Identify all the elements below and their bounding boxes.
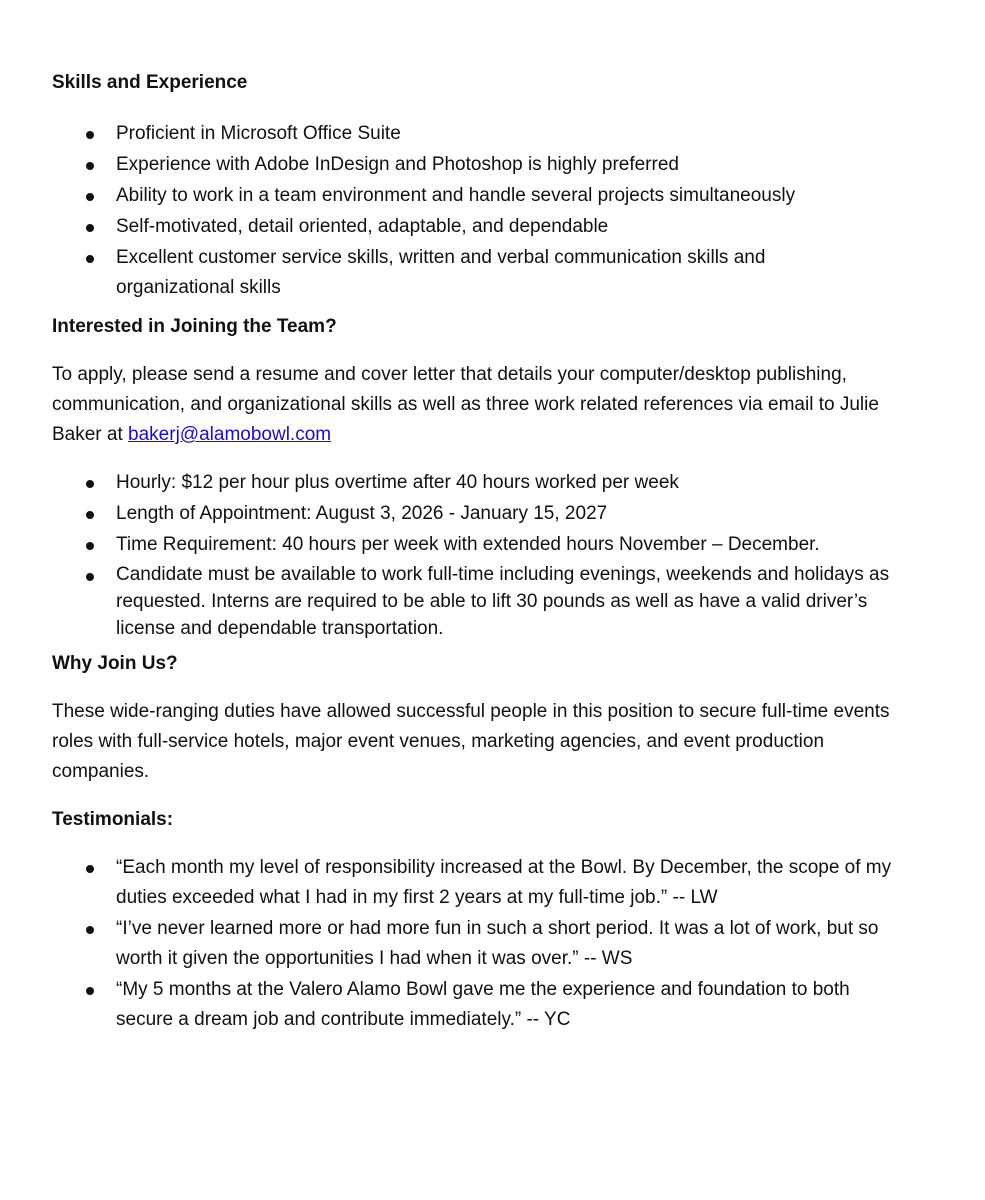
list-item: “My 5 months at the Valero Alamo Bowl gave me the experience and foundation to both secure a dream job and contribute immediately.” -- YC [52, 975, 932, 1035]
bullet-icon [86, 987, 94, 995]
apply-paragraph-text: To apply, please send a resume and cover letter that details your computer/desktop publishing, communication, and organizational skills as well as three work related references via email to Julie Baker at [52, 364, 879, 445]
list-item: Excellent customer service skills, written and verbal communication skills and organizational skills [52, 243, 932, 303]
list-item: “I’ve never learned more or had more fun in such a short period. It was a lot of work, but so worth it given the opportunities I had when it was over.” -- WS [52, 914, 932, 974]
list-item: Time Requirement: 40 hours per week with extended hours November – December. [52, 530, 932, 560]
apply-heading: Interested in Joining the Team? [52, 316, 337, 337]
bullet-icon [86, 480, 94, 488]
bullet-icon [86, 926, 94, 934]
bullet-icon [86, 865, 94, 873]
bullet-icon [86, 224, 94, 232]
list-item: Ability to work in a team environment and handle several projects simultaneously [52, 181, 932, 211]
list-item: Candidate must be available to work full-time including evenings, weekends and holidays as requested. Interns are required to be able to lift 30 pounds as well as have a valid driver’s license and dependable transportation. [52, 561, 932, 642]
list-item: Length of Appointment: August 3, 2026 - January 15, 2027 [52, 499, 932, 529]
testimonials-list [52, 853, 932, 1035]
apply-paragraph [52, 360, 932, 450]
skills-heading: Skills and Experience [52, 72, 248, 93]
apply-details-list [52, 468, 932, 642]
testimonials-heading: Testimonials: [52, 809, 174, 830]
list-item: Self-motivated, detail oriented, adaptable, and dependable [52, 212, 932, 242]
list-item: Proficient in Microsoft Office Suite [52, 119, 932, 149]
bullet-icon [86, 131, 94, 139]
bullet-icon [86, 162, 94, 170]
list-item: “Each month my level of responsibility increased at the Bowl. By December, the scope of my duties exceeded what I had in my first 2 years at my full-time job.” -- LW [52, 853, 932, 913]
bullet-icon [86, 193, 94, 201]
why-heading: Why Join Us? [52, 653, 178, 674]
bullet-icon [86, 573, 94, 581]
skills-list [52, 119, 932, 303]
list-item: Experience with Adobe InDesign and Photoshop is highly preferred [52, 150, 932, 180]
list-item: Hourly: $12 per hour plus overtime after 40 hours worked per week [52, 468, 932, 498]
email-link[interactable]: bakerj@alamobowl.com [128, 424, 332, 445]
document-page [52, 68, 932, 1035]
why-paragraph: These wide-ranging duties have allowed successful people in this position to secure full-time events roles with full-service hotels, major event venues, marketing agencies, and event production companies. [52, 701, 890, 782]
bullet-icon [86, 542, 94, 550]
bullet-icon [86, 255, 94, 263]
bullet-icon [86, 511, 94, 519]
